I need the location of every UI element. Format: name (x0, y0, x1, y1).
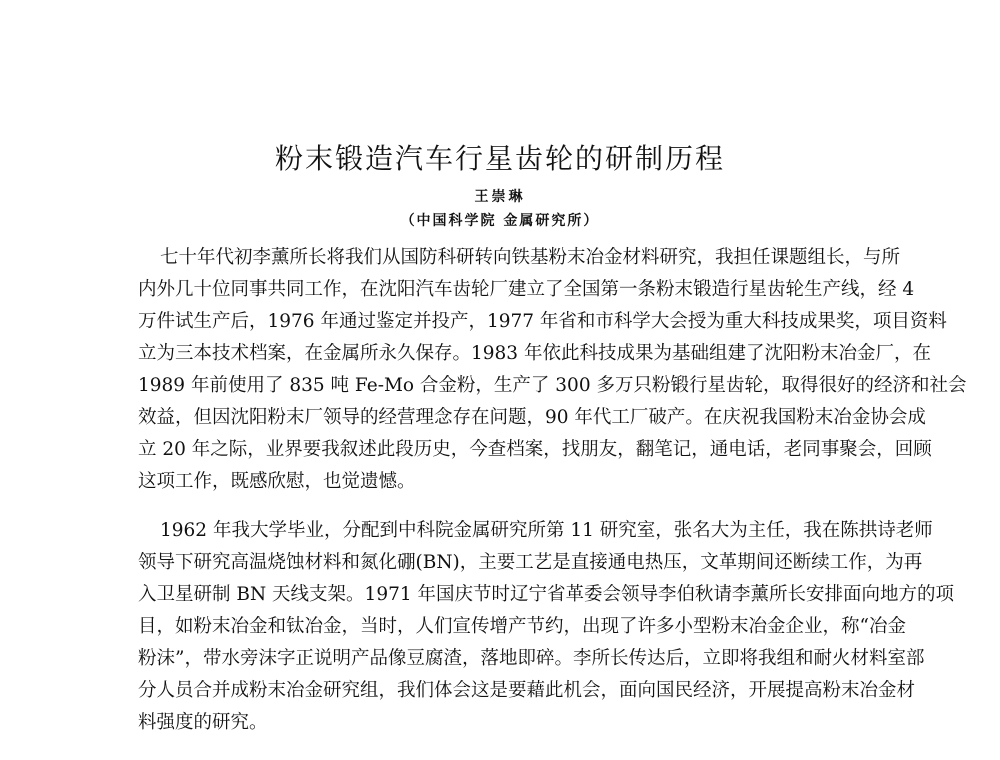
text-line: 立为三本技术档案，在金属所永久保存。1983 年依此科技成果为基础组建了沈阳粉末冶金厂，在 (138, 343, 931, 364)
text-line: 分人员合并成粉末冶金研究组，我们体会这是要藉此机会，面向国民经济，开展提高粉末冶金材 (138, 680, 916, 701)
text-line: 领导下研究高温烧蚀材料和氮化硼(BN)，主要工艺是直接通电热压，文革期间还断续工作，为再 (138, 552, 923, 573)
text-line: 料强度的研究。 (138, 712, 268, 733)
text-line: 立 20 年之际，业界要我叙述此段历史，今查档案，找朋友，翻笔记，通电话，老同事聚会，回顾 (138, 439, 932, 460)
text-line: 效益，但因沈阳粉末厂领导的经营理念存在问题，90 年代工厂破产。在庆祝我国粉末冶金协会成 (138, 407, 926, 428)
author-name: 王崇琳 (474, 189, 526, 205)
text-line: 万件试生产后，1976 年通过鉴定并投产，1977 年省和市科学大会授为重大科技成果奖，项目资料 (138, 311, 947, 332)
text-line: 粉沫”，带水旁沫字正说明产品像豆腐渣，落地即碎。李所长传达后，立即将我组和耐火材料室部 (138, 648, 925, 669)
text-line: 七十年代初李薰所长将我们从国防科研转向铁基粉末冶金材料研究，我担任课题组长，与所 (160, 247, 901, 268)
text-line: 内外几十位同事共同工作，在沈阳汽车齿轮厂建立了全国第一条粉末锻造行星齿轮生产线，经 4 (138, 279, 915, 300)
author-affiliation: （中国科学院 金属研究所） (400, 213, 600, 229)
text-line: 1962 年我大学毕业，分配到中科院金属研究所第 11 研究室，张名大为主任，我在陈拱诗老师 (160, 520, 933, 541)
text-line: 这项工作，既感欣慰，也觉遗憾。 (138, 471, 416, 492)
text-line: 目，如粉末冶金和钛冶金，当时，人们宣传增产节约，出现了许多小型粉末冶金企业，称“冶金 (138, 616, 906, 637)
text-line: 入卫星研制 BN 天线支架。1971 年国庆节时辽宁省革委会领导李伯秋请李薰所长安排面向地方的项 (138, 584, 955, 605)
paragraph-2 (138, 515, 955, 739)
article-title: 粉末锻造汽车行星齿轮的研制历程 (274, 142, 725, 175)
paragraph-1 (138, 242, 967, 498)
text-line: 1989 年前使用了 835 吨 Fe-Mo 合金粉，生产了 300 多万只粉锻行星齿轮，取得很好的经济和社会 (138, 375, 967, 396)
